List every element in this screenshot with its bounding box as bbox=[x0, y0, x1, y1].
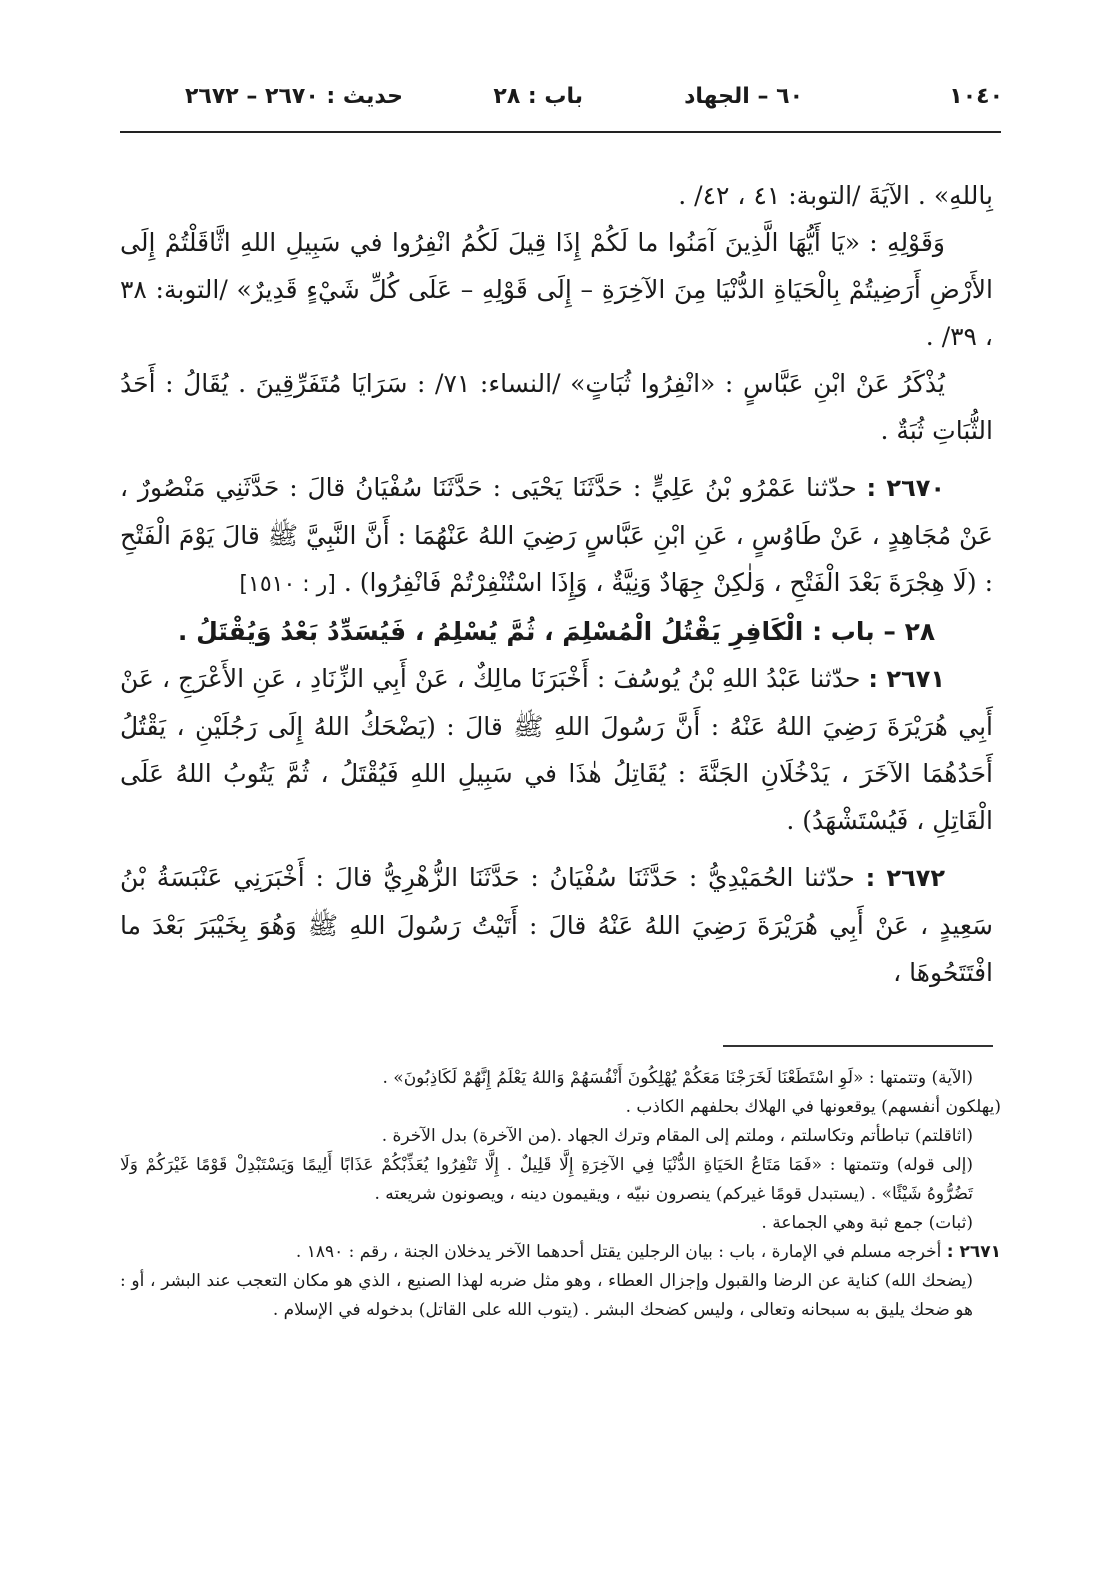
verse-paragraph: وَقَوْلِهِ : «يَا أَيُّهَا الَّذِينَ آمَنُوا ما لَكُمْ إِذَا قِيلَ لَكُمُ انْفِرُوا في سَبِيلِ اللهِ اثَّاقَلْتُمْ إِلَى الأَرْضِ أَرَضِيتُمْ بِالْحَيَاةِ الدُّنْيَا مِنَ الآخِرَةِ – إِلَى قَوْلِهِ – عَلَى كُلِّ شَيْءٍ قَدِيرٌ» /التوبة: ٣٨ ، ٣٩/ . bbox=[120, 228, 993, 351]
hadith-2670 bbox=[120, 464, 993, 608]
ibn-abbas-note: يُذْكَرُ عَنْ ابْنِ عَبَّاسٍ : «انْفِرُوا ثُبَاتٍ» /النساء: ٧١/ : سَرَايَا مُتَفَرِّقِينَ . يُقَالُ : أَحَدُ الثُّبَاتِ ثُبَةٌ . bbox=[120, 369, 993, 445]
footnote: (إلى قوله) وتتمتها : «فَمَا مَتَاعُ الحَيَاةِ الدُّنْيَا فِي الآخِرَةِ إِلَّا قَلِيلٌ . إِلَّا تَنْفِرُوا يُعَذِّبْكُمْ عَذَابًا أَلِيمًا وَيَسْتَبْدِلْ قَوْمًا غَيْرَكُمْ وَلَا تَضُرُّوهُ شَيْئًا» . (يستبدل قومًا غيركم) ينصرون نبيّه ، ويقيمون دينه ، ويصونون شريعته . bbox=[120, 1155, 973, 1204]
hadith-2671 bbox=[120, 655, 993, 844]
footnote-text: أخرجه مسلم في الإمارة ، باب : بيان الرجلين يقتل أحدهما الآخر يدخلان الجنة ، رقم : ١٨٩٠ . bbox=[295, 1242, 942, 1262]
footnote: (الآية) وتتمتها : «لَوِ اسْتَطَعْنَا لَخَرَجْنَا مَعَكُمْ يُهْلِكُونَ أَنْفُسَهُمْ وَاللهُ يَعْلَمُ إِنَّهُمْ لَكَاذِبُونَ» . bbox=[382, 1068, 973, 1088]
book-title: ٦٠ – الجهاد bbox=[684, 84, 803, 109]
footnote: (اثاقلتم) تباطأتم وتكاسلتم ، وملتم إلى المقام وترك الجهاد .(من الآخرة) بدل الآخرة . bbox=[381, 1126, 973, 1146]
hadith-number: ٢٦٧٠ : bbox=[866, 474, 946, 502]
footnote: (ثبات) جمع ثبة وهي الجماعة . bbox=[761, 1213, 973, 1233]
page-number: ١٠٤٠ bbox=[949, 84, 1003, 109]
hadith-text: حدّثنا الحُمَيْدِيُّ : حَدَّثَنَا سُفْيَانُ : حَدَّثَنَا الزُّهْرِيُّ قالَ : أَخْبَرَنِي عَنْبَسَةُ بْنُ سَعِيدٍ ، عَنْ أَبِي هُرَيْرَةَ رَضِيَ اللهُ عَنْهُ قالَ : أَتَيْتُ رَسُولَ اللهِ ﷺ وَهُوَ بِخَيْبَرَ بَعْدَ ما افْتَتَحُوهَا ، bbox=[120, 863, 993, 987]
footnotes bbox=[120, 1064, 1001, 1325]
chapter-heading: ٢٨ – باب : الْكَافِرِ يَقْتُلُ الْمُسْلِمَ ، ثُمَّ يُسْلِمُ ، فَيُسَدِّدُ بَعْدُ وَيُقْتَلُ . bbox=[177, 617, 936, 646]
footnote: (يهلكون أنفسهم) يوقعونها في الهلاك بحلفهم الكاذب . bbox=[625, 1097, 1001, 1117]
footnote: (يضحك الله) كناية عن الرضا والقبول وإجزال العطاء ، وهو مثل ضربه لهذا الصنيع ، الذي هو مكان التعجب عند البشر ، أو : هو ضحك يليق به سبحانه وتعالى ، وليس كضحك البشر . (يتوب الله على القاتل) بدخوله في الإسلام . bbox=[120, 1271, 973, 1320]
running-header bbox=[120, 84, 1003, 120]
footnote-number: ٢٦٧١ : bbox=[946, 1242, 1001, 1262]
main-text bbox=[120, 172, 993, 996]
chapter-number: باب : ٢٨ bbox=[493, 84, 583, 109]
footnote-2671 bbox=[120, 1238, 1001, 1267]
hadith-2672 bbox=[120, 854, 993, 996]
hadith-text: حدّثنا عَمْرُو بْنُ عَلِيٍّ : حَدَّثَنَا يَحْيَى : حَدَّثَنَا سُفْيَانُ قالَ : حَدَّثَنِي مَنْصُورٌ ، عَنْ مُجَاهِدٍ ، عَنْ طَاوُسٍ ، عَنِ ابْنِ عَبَّاسٍ رَضِيَ اللهُ عَنْهُمَا : أَنَّ النَّبِيَّ ﷺ قالَ يَوْمَ الْفَتْحِ : (لَا هِجْرَةَ بَعْدَ الْفَتْحِ ، وَلٰكِنْ جِهَادٌ وَنِيَّةٌ ، وَإِذَا اسْتُنْفِرْتُمْ فَانْفِرُوا) . bbox=[120, 473, 993, 597]
header-divider bbox=[120, 131, 1001, 133]
verse-continuation: بِاللهِ» . الآيَةَ /التوبة: ٤١ ، ٤٢/ . bbox=[678, 181, 993, 210]
hadith-number: ٢٦٧٢ : bbox=[865, 864, 946, 892]
cross-reference: [ر : ١٥١٠] bbox=[239, 572, 336, 597]
footnote-divider bbox=[723, 1045, 993, 1047]
hadith-number: ٢٦٧١ : bbox=[868, 665, 945, 693]
hadith-text: حدّثنا عَبْدُ اللهِ بْنُ يُوسُفَ : أَخْبَرَنَا مالِكٌ ، عَنْ أَبِي الزِّنَادِ ، عَنِ الأَعْرَجِ ، عَنْ أَبِي هُرَيْرَةَ رَضِيَ اللهُ عَنْهُ : أَنَّ رَسُولَ اللهِ ﷺ قالَ : (يَضْحَكُ اللهُ إِلَى رَجُلَيْنِ ، يَقْتُلُ أَحَدُهُمَا الآخَرَ ، يَدْخُلَانِ الجَنَّةَ : يُقَاتِلُ هٰذَا في سَبِيلِ اللهِ فَيُقْتَلُ ، ثُمَّ يَتُوبُ اللهُ عَلَى الْقَاتِلِ ، فَيُسْتَشْهَدُ) . bbox=[120, 664, 993, 835]
hadith-range: حديث : ٢٦٧٠ – ٢٦٧٢ bbox=[185, 84, 403, 109]
